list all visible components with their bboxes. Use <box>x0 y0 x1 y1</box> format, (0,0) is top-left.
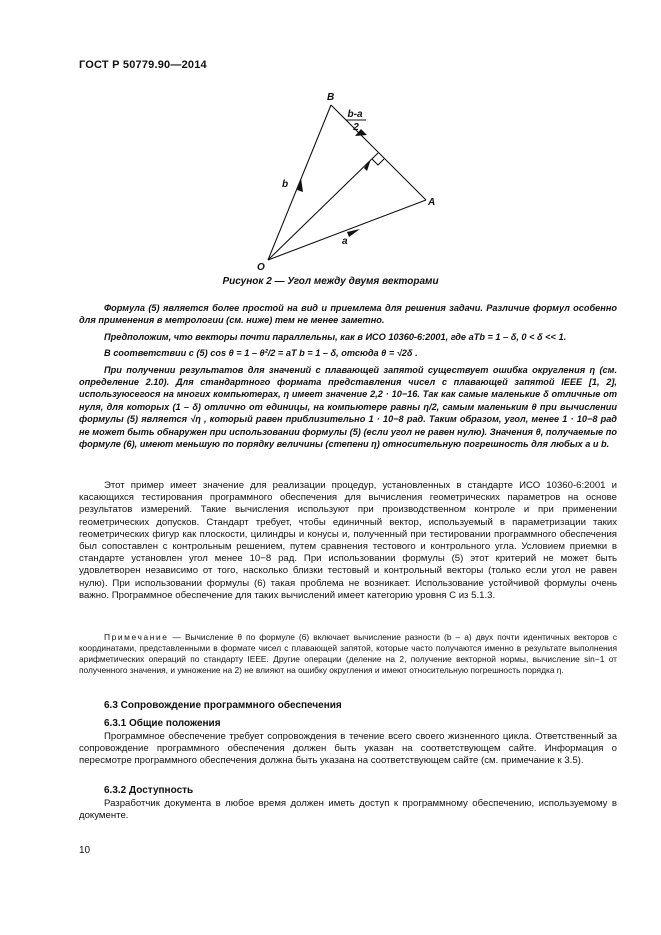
vector-angle-figure <box>240 84 450 274</box>
section-heading-6-3: 6.3 Сопровождение программного обеспечения <box>104 700 342 711</box>
italic-paragraph: Предположим, что векторы почти параллельны, как в ИСО 10360-6:2001, где aTb = 1 – δ, 0 < δ << 1. <box>104 331 567 342</box>
section-heading-6-3-1: 6.3.1 Общие положения <box>104 718 221 729</box>
section-heading-6-3-2: 6.3.2 Доступность <box>104 785 194 796</box>
italic-block <box>79 302 617 454</box>
note-text: — Вычисление θ по формуле (6) включает вычисление разности (b – a) двух почти идентичных векторов с координатами, представленными в формате чисел с плавающей запятой, которые часто получаются именно в результате выполнения арифметических операций по стандарту IEEE. Другие операции (деление на 2, получение векторной нормы, вычисление sin−1 от полученного значения, и умножение на 2) не влияют на ошибку округления и имеют относительную погрешность порядка η. <box>79 632 617 675</box>
label-b-point: B <box>327 92 335 103</box>
section-6-3-2-text <box>79 798 617 822</box>
body-text <box>79 480 617 602</box>
vector-a-line <box>268 200 426 260</box>
note-block <box>79 632 617 676</box>
italic-paragraph: Формула (5) является более простой на вид и приемлема для решения задачи. Различие формул особенно для применения в метрологии (см. ниже) тем не менее заметно. <box>79 303 617 326</box>
figure-caption: Рисунок 2 — Угол между двумя векторами <box>222 276 439 287</box>
fraction-numerator: b-a <box>347 109 363 120</box>
section-6-3-1-text <box>79 731 617 768</box>
page-number: 10 <box>79 845 91 856</box>
body-paragraph: Этот пример имеет значение для реализации процедур, установленных в стандарте ИСО 10360-6:2001 и касающихся тестирования программного обеспечения для вычисления геометрических параметров на основе результатов измерений. Такие вычисления используют при производственном контроле и при применении геометрических допусков. Стандарт требует, чтобы единичный вектор, используемый в параметризации таких геометрических фигур как плоскости, цилиндры и конусы и, полученный при тестировании программного обеспечения был сопоставлен с контрольным решением, путем сравнения тестового и контрольного угла. Условием приемки в стандарте установлен угол менее 10−8 рад. При использовании формулы (5) этот критерий не может быть удовлетворен независимо от того, насколько близки тестовый и контрольный векторы (только если угол не равен нулю). При использовании формулы (6) такая проблема не возникает. Использование устойчивой формулы очень важно. Программное обеспечение для таких вычислений имеет категорию уровня С из 5.1.3. <box>79 480 617 601</box>
label-a-point: A <box>428 197 436 208</box>
label-vector-a: a <box>342 236 348 247</box>
arrow-a-icon <box>347 229 360 237</box>
section-paragraph: Программное обеспечение требует сопровождения в течение всего своего жизненного цикла. Ответственный за сопровождение программного обеспечения должен быть указан на соответствующем сайте. Информация о пересмотре программного обеспечения должна быть указана на соответствующем сайте (см. примечание к 3.5). <box>79 731 617 767</box>
bisector-line <box>268 153 378 260</box>
fraction-denominator: 2 <box>353 122 359 133</box>
italic-paragraph: В соответствии с (5) cos θ = 1 – θ²/2 = aT b = 1 – δ, отсюда θ = √2δ . <box>104 348 418 359</box>
italic-paragraph: При получении результатов для значений с плавающей запятой существует ошибка округления η (см. определение 2.10). Для стандартного формата представления чисел с плавающей запятой IEEE [1, 2], используюсегося на многих компьютерах, η имеет значение 2,2 · 10−16. Так как самые маленькие δ отличные от нуля, для которых (1 – δ) отлично от единицы, на компьютере равны η/2, самым маленьким θ при вычислении формулы (5) является √η , который равен приблизительно 1 · 10−8 рад. Таким образом, угол, менее 1 · 10−8 рад не может быть обнаружен при использовании формулы (5) (если угол не равен нулю). Значения θ, получаемые по формуле (6), имеют меньшую по порядку величины (степени η) относительную погрешность для любых a и b. <box>79 364 617 450</box>
segment-ab-line <box>331 105 426 200</box>
section-paragraph: Разработчик документа в любое время должен иметь доступ к программному обеспечению, используемому в документе. <box>79 798 617 822</box>
document-header: ГОСТ Р 50779.90—2014 <box>79 59 207 71</box>
right-angle-mark <box>372 159 384 165</box>
label-vector-b: b <box>282 179 289 190</box>
note-label: Примечание <box>104 632 169 642</box>
label-o-point: O <box>257 262 265 273</box>
